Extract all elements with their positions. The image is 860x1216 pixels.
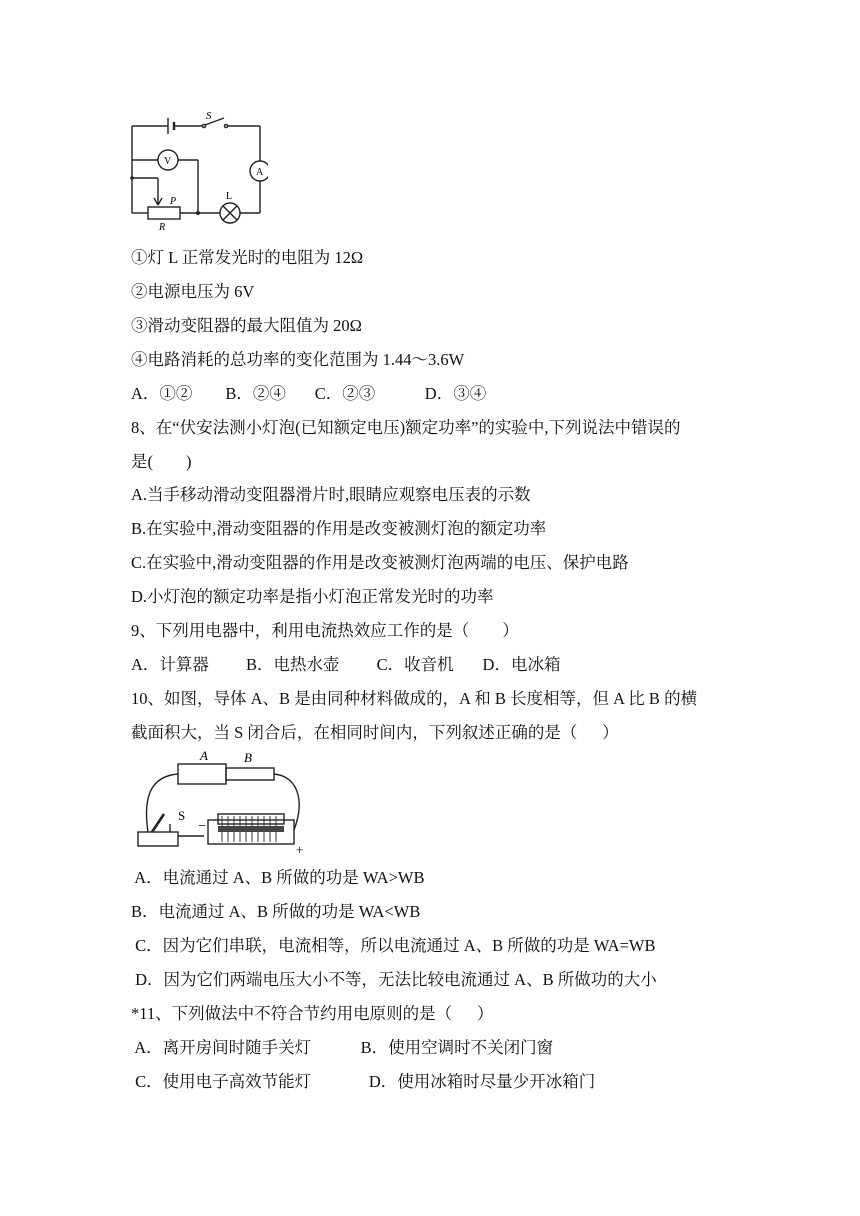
q9-options: A．计算器 B．电热水壶 C．收音机 D．电冰箱 bbox=[131, 655, 561, 674]
q10-stem-line-1: 10、如图，导体 A、B 是由同种材料做成的，A 和 B 长度相等，但 A 比 B 的横 bbox=[131, 689, 698, 708]
q11-options-row-2: C．使用电子高效节能灯 D．使用冰箱时尽量少开冰箱门 bbox=[131, 1072, 596, 1091]
slider-label: P bbox=[170, 196, 177, 207]
conductor-a-label: A bbox=[200, 748, 208, 763]
q7-statement-2: ②电源电压为 6V bbox=[131, 282, 255, 301]
q10-stem-line-2: 截面积大，当 S 闭合后，在相同时间内，下列叙述正确的是（ ） bbox=[131, 723, 619, 742]
q8-option-d: D.小灯泡的额定功率是指小灯泡正常发光时的功率 bbox=[131, 587, 494, 606]
q11-stem: *11、下列做法中不符合节约用电原则的是（ ） bbox=[131, 1004, 494, 1023]
lamp-label: L bbox=[226, 191, 233, 202]
conductor-b-label: B bbox=[244, 750, 252, 765]
q8-option-a: A.当手移动滑动变阻器滑片时,眼睛应观察电压表的示数 bbox=[131, 485, 531, 504]
switch-label: S bbox=[206, 110, 212, 122]
switch-s-label: S bbox=[178, 808, 186, 823]
q7-statement-1: ①灯 L 正常发光时的电阻为 12Ω bbox=[131, 248, 364, 267]
q8-stem-line-1: 8、在“伏安法测小灯泡(已知额定电压)额定功率”的实验中,下列说法中错误的 bbox=[131, 418, 681, 437]
ammeter-label: A bbox=[256, 167, 264, 178]
q10-option-d: D．因为它们两端电压大小不等，无法比较电流通过 A、B 所做功的大小 bbox=[131, 970, 657, 989]
plus-terminal-label: + bbox=[296, 842, 304, 856]
q7-statement-3: ③滑动变阻器的最大阻值为 20Ω bbox=[131, 316, 362, 335]
minus-terminal-label: − bbox=[198, 819, 206, 834]
q10-option-b: B．电流通过 A、B 所做的功是 WA<WB bbox=[131, 902, 421, 921]
q7-options: A．①② B．②④ C．②③ D．③④ bbox=[131, 384, 487, 403]
circuit-diagram-2 bbox=[134, 744, 314, 856]
voltmeter-label: V bbox=[164, 156, 172, 167]
q10-option-c: C．因为它们串联，电流相等，所以电流通过 A、B 所做的功是 WA=WB bbox=[131, 936, 656, 955]
q8-option-c: C.在实验中,滑动变阻器的作用是改变被测灯泡两端的电压、保护电路 bbox=[131, 553, 629, 572]
circuit-diagram-1 bbox=[128, 108, 268, 232]
rheostat-label: R bbox=[159, 222, 166, 232]
q9-stem: 9、下列用电器中，利用电流热效应工作的是（ ） bbox=[131, 621, 519, 640]
q7-statement-4: ④电路消耗的总功率的变化范围为 1.44～3.6W bbox=[131, 350, 465, 369]
q8-stem-line-2: 是( ) bbox=[131, 452, 192, 471]
q10-option-a: A．电流通过 A、B 所做的功是 WA>WB bbox=[131, 868, 425, 887]
q8-option-b: B.在实验中,滑动变阻器的作用是改变被测灯泡的额定功率 bbox=[131, 519, 547, 538]
q11-options-row-1: A．离开房间时随手关灯 B．使用空调时不关闭门窗 bbox=[131, 1038, 554, 1057]
